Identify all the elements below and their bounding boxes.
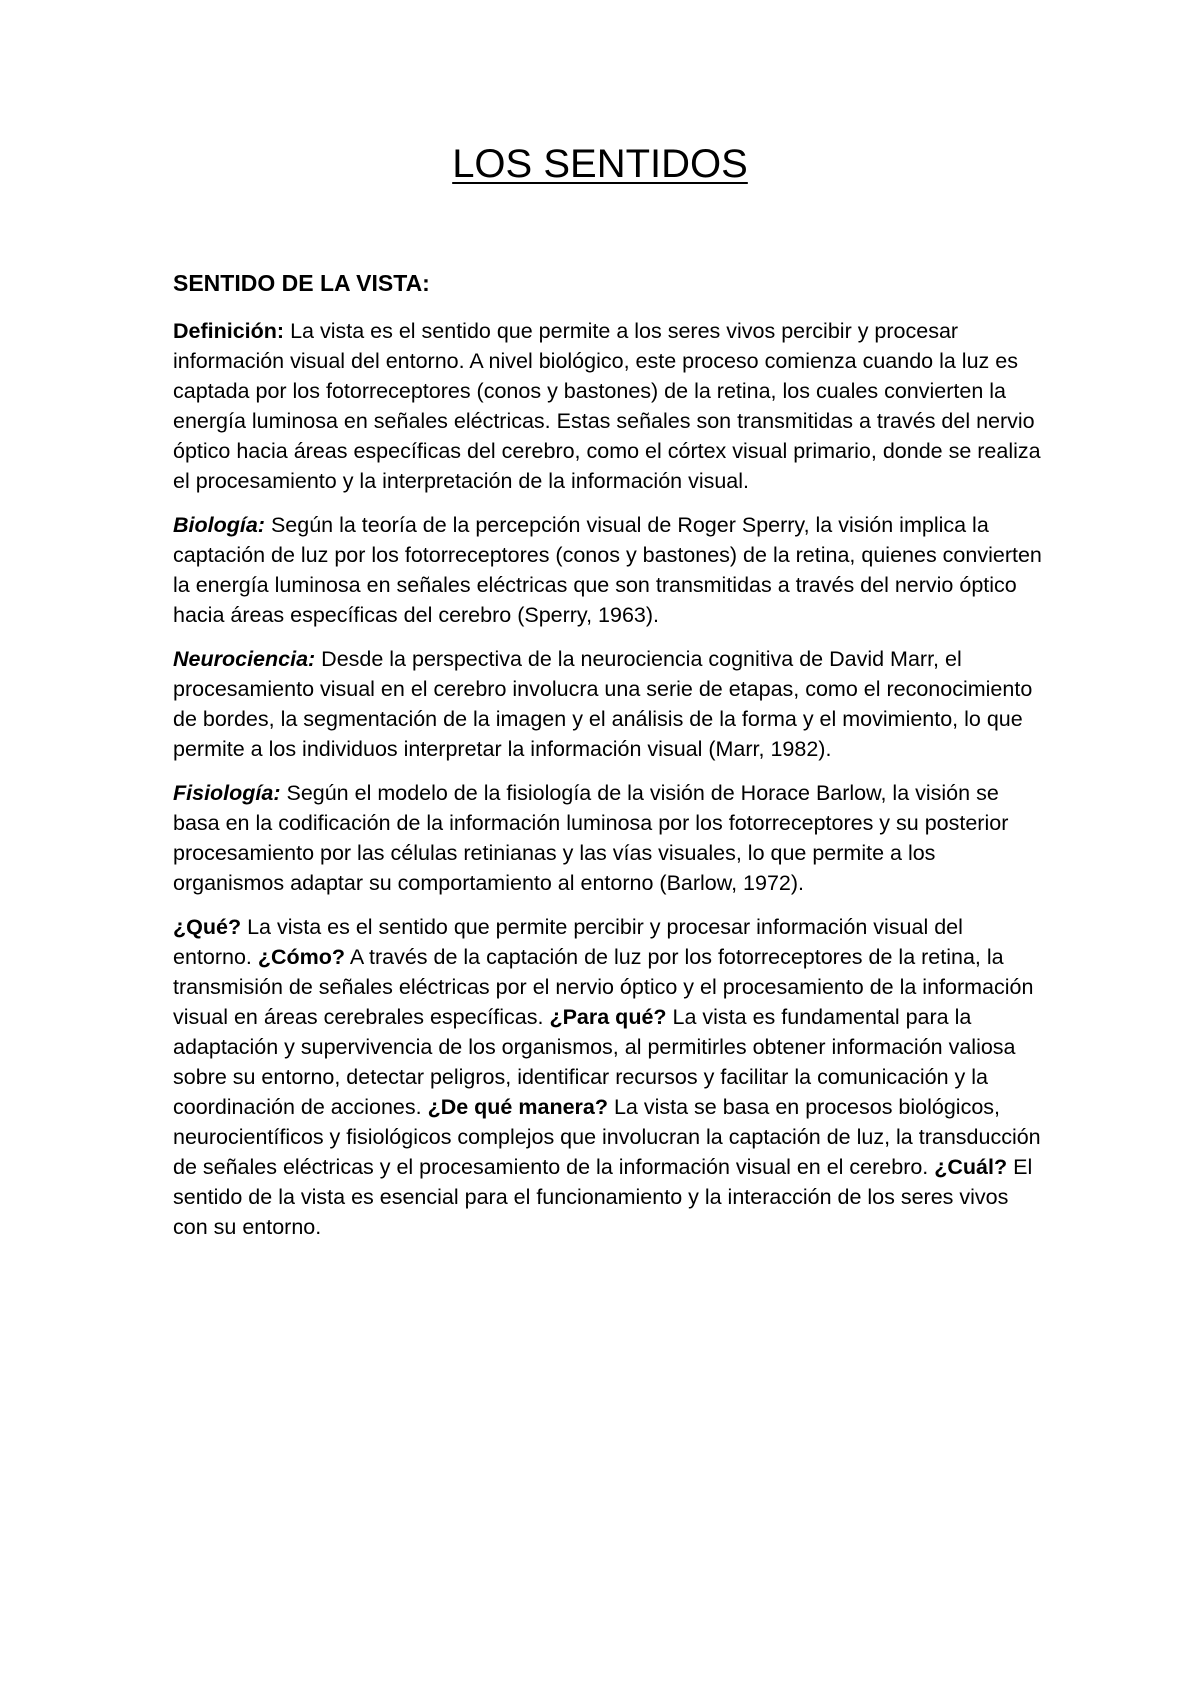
biologia-label: Biología: (173, 513, 265, 537)
paragraph-neurociencia (173, 644, 1043, 764)
document-title-text: LOS SENTIDOS (452, 142, 748, 186)
document-body (173, 268, 1043, 1256)
biologia-text: Según la teoría de la percepción visual de Roger Sperry, la visión implica la captación de luz por los fotorreceptores (conos y bastones) de la retina, quienes convierten la energía luminosa en señales eléctricas que son transmitidas a través del nervio óptico hacia áreas específicas del cerebro (Sperry, 1963). (173, 513, 1042, 627)
cual-label: ¿Cuál? (934, 1155, 1008, 1179)
de-que-manera-label: ¿De qué manera? (427, 1095, 608, 1119)
que-label: ¿Qué? (173, 915, 242, 939)
paragraph-preguntas (173, 912, 1043, 1242)
para-que-label: ¿Para qué? (549, 1005, 667, 1029)
definicion-label: Definición: (173, 319, 285, 343)
fisiologia-label: Fisiología: (173, 781, 281, 805)
paragraph-definicion (173, 316, 1043, 496)
como-text: A través de la captación de luz por los fotorreceptores de la retina, la transmisión de señales eléctricas por el nervio óptico y el procesamiento de la información visual en áreas cerebrales específicas. (173, 945, 1034, 1029)
section-heading: SENTIDO DE LA VISTA: (173, 270, 430, 296)
document-title (0, 140, 1200, 188)
de-que-manera-text: La vista se basa en procesos biológicos, neurocientíficos y fisiológicos complejos que involucran la captación de luz, la transducción de señales eléctricas y el procesamiento de la información visual en el cerebro. (173, 1095, 1041, 1179)
paragraph-biologia (173, 510, 1043, 630)
neurociencia-text: Desde la perspectiva de la neurociencia cognitiva de David Marr, el procesamiento visual en el cerebro involucra una serie de etapas, como el reconocimiento de bordes, la segmentación de la imagen y el análisis de la forma y el movimiento, lo que permite a los individuos interpretar la información visual (Marr, 1982). (173, 647, 1033, 761)
definicion-text: La vista es el sentido que permite a los seres vivos percibir y procesar información visual del entorno. A nivel biológico, este proceso comienza cuando la luz es captada por los fotorreceptores (conos y bastones) de la retina, los cuales convierten la energía luminosa en señales eléctricas. Estas señales son transmitidas a través del nervio óptico hacia áreas específicas del cerebro, como el córtex visual primario, donde se realiza el procesamiento y la interpretación de la información visual. (173, 319, 1041, 493)
como-label: ¿Cómo? (257, 945, 346, 969)
para-que-text: La vista es fundamental para la adaptación y supervivencia de los organismos, al permitirles obtener información valiosa sobre su entorno, detectar peligros, identificar recursos y facilitar la comunicación y la coordinación de acciones. (173, 1005, 1016, 1119)
que-text: La vista es el sentido que permite percibir y procesar información visual del entorno. (173, 915, 963, 969)
cual-text: El sentido de la vista es esencial para el funcionamiento y la interacción de los seres vivos con su entorno. (173, 1155, 1033, 1239)
fisiologia-text: Según el modelo de la fisiología de la visión de Horace Barlow, la visión se basa en la codificación de la información luminosa por los fotorreceptores y su posterior procesamiento por las células retinianas y las vías visuales, lo que permite a los organismos adaptar su comportamiento al entorno (Barlow, 1972). (173, 781, 1009, 895)
paragraph-fisiologia (173, 778, 1043, 898)
neurociencia-label: Neurociencia: (173, 647, 316, 671)
